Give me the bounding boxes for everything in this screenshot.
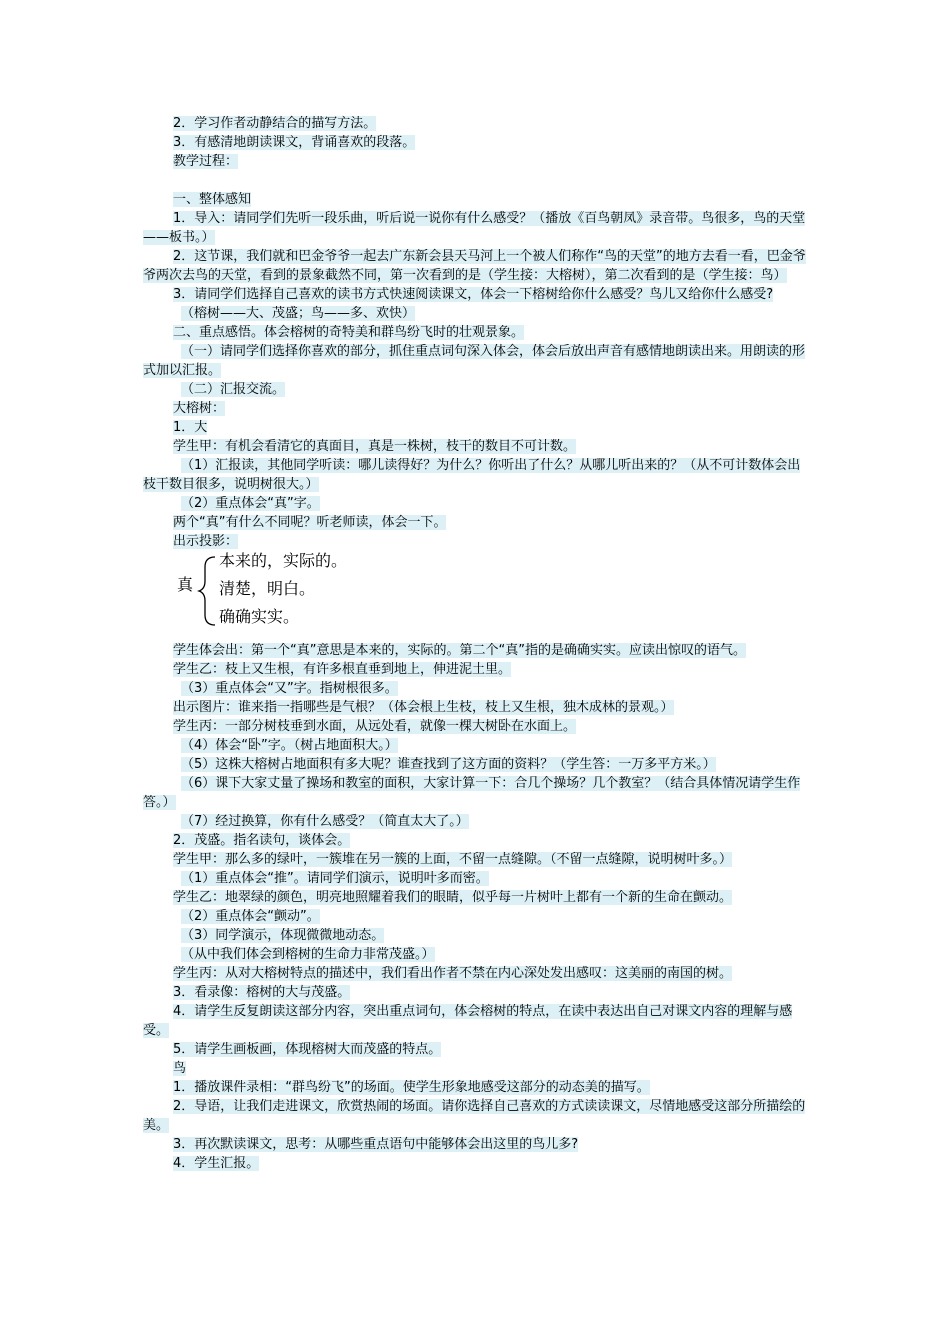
paragraph-text: （1）汇报读，其他同学听读：哪儿读得好？为什么？你听出了什么？从哪儿听出来的？（从不可计数体会出枝干数目很多，说明树很大。）	[143, 458, 801, 492]
paragraph	[143, 456, 811, 494]
paragraph	[143, 1040, 811, 1059]
paragraph	[143, 926, 811, 945]
paragraph-text: 学生乙：枝上又生根，有许多根直垂到地上，伸进泥土里。	[173, 662, 512, 677]
formula-line-3: 确确实实。	[219, 607, 300, 626]
paragraph-text: 3．再次默读课文，思考：从哪些重点语句中能够体会出这里的鸟儿多?	[173, 1137, 579, 1152]
paragraph	[143, 437, 811, 456]
paragraph	[143, 247, 811, 285]
paragraph-text: 1．导入：请同学们先听一段乐曲，听后说一说你有什么感受？（播放《百鸟朝凤》录音带。鸟很多，鸟的天堂——板书。）	[143, 211, 806, 245]
paragraph	[143, 888, 811, 907]
paragraph	[143, 1078, 811, 1097]
paragraph-text: （二）汇报交流。	[181, 382, 286, 397]
paragraph-text: （7）经过换算，你有什么感受？（简直太大了。）	[181, 814, 469, 829]
paragraph-text: 大榕树：	[173, 401, 226, 416]
paragraph-text: （3）重点体会“又”字。指树根很多。	[181, 681, 398, 696]
paragraph	[143, 812, 811, 831]
paragraph	[143, 774, 811, 812]
paragraph-text: 1．大	[173, 420, 208, 435]
paragraph-text: 2．学习作者动静结合的描写方法。	[173, 116, 377, 131]
paragraph-text: 学生丙：一部分树枝垂到水面，从远处看，就像一棵大树卧在水面上。	[173, 719, 577, 734]
paragraph-text: 两个“真”有什么不同呢？听老师读，体会一下。	[173, 515, 447, 530]
paragraph	[143, 983, 811, 1002]
paragraph-text: 教学过程：	[173, 154, 239, 169]
paragraph-text: （从中我们体会到榕树的生命力非常茂盛。）	[181, 947, 435, 962]
paragraph	[143, 717, 811, 736]
paragraph-text: （2）重点体会“真”字。	[181, 496, 320, 511]
paragraph-text: 2．茂盛。指名读句，谈体会。	[173, 833, 351, 848]
paragraphs-before	[143, 114, 811, 551]
paragraph	[143, 660, 811, 679]
paragraph	[143, 641, 811, 660]
paragraph	[143, 190, 811, 209]
paragraph	[143, 907, 811, 926]
paragraph-text: 学生乙：地翠绿的颜色，明亮地照耀着我们的眼睛，似乎每一片树叶上都有一个新的生命在颤动。	[173, 890, 733, 905]
paragraph-text: 3．看录像：榕树的大与茂盛。	[173, 985, 351, 1000]
paragraph-text: 一、整体感知	[173, 192, 252, 207]
paragraph	[143, 1135, 811, 1154]
paragraph-text: （一）请同学们选择你喜欢的部分，抓住重点词句深入体会，体会后放出声音有感情地朗读出来。用朗读的形式加以汇报。	[143, 344, 806, 378]
paragraph	[143, 850, 811, 869]
paragraph	[143, 964, 811, 983]
paragraph	[143, 418, 811, 437]
paragraph-text: 2．导语，让我们走进课文，欣赏热闹的场面。请你选择自己喜欢的方式读读课文，尽情地感受这部分所描绘的美。	[143, 1099, 806, 1133]
paragraph	[143, 323, 811, 342]
paragraph	[143, 513, 811, 532]
paragraph-text: 学生体会出：第一个“真”意思是本来的，实际的。第二个“真”指的是确确实实。应读出惊叹的语气。	[173, 643, 746, 658]
paragraph	[143, 342, 811, 380]
paragraph-text: （1）重点体会“推”。请同学们演示，说明叶多而密。	[181, 871, 489, 886]
paragraph-text: （6）课下大家丈量了操场和教室的面积，大家计算一下：合几个操场？几个教室？（结合具体情况请学生作答。）	[143, 776, 801, 810]
paragraph	[143, 1002, 811, 1040]
paragraph	[143, 736, 811, 755]
paragraph	[143, 399, 811, 418]
paragraph-text: 出示图片：谁来指一指哪些是气根？（体会根上生枝，枝上又生根，独木成林的景观。）	[173, 700, 674, 715]
paragraph-text: 3．请同学们选择自己喜欢的读书方式快速阅读课文，体会一下榕树给你什么感受？鸟儿又给你什么感受?	[173, 287, 774, 302]
paragraph-text: 学生甲：有机会看清它的真面目，真是一株树，枝干的数目不可计数。	[173, 439, 577, 454]
paragraph	[143, 679, 811, 698]
paragraph-text: 2．这节课，我们就和巴金爷爷一起去广东新会县天马河上一个被人们称作“鸟的天堂”的地方去看一看，巴金爷爷两次去鸟的天堂，看到的景象截然不同，第一次看到的是（学生接：大榕树），第二次看到的是（学生接：鸟）	[143, 249, 806, 283]
paragraph	[143, 285, 811, 304]
formula-line-1: 本来的，实际的。	[219, 551, 348, 570]
paragraph-text: 学生丙：从对大榕树特点的描述中，我们看出作者不禁在内心深处发出感叹：这美丽的南国的树。	[173, 966, 733, 981]
paragraph	[143, 494, 811, 513]
paragraph	[143, 831, 811, 850]
zhen-meaning-diagram	[143, 553, 811, 633]
paragraph	[143, 945, 811, 964]
curly-brace-icon	[197, 553, 219, 629]
document-body	[143, 114, 811, 1173]
paragraph	[143, 380, 811, 399]
paragraph-text: 二、重点感悟。体会榕树的奇特美和群鸟纷飞时的壮观景象。	[173, 325, 525, 340]
formula-line-2: 清楚，明白。	[219, 579, 316, 598]
paragraph	[143, 869, 811, 888]
paragraph	[143, 133, 811, 152]
paragraph-text: 1．播放课件录相：“群鸟纷飞”的场面。使学生形象地感受这部分的动态美的描写。	[173, 1080, 650, 1095]
paragraph-text: （榕树——大、茂盛；鸟——多、欢快）	[181, 306, 416, 321]
paragraph	[143, 1059, 811, 1078]
paragraph	[143, 152, 811, 171]
paragraph-text: 5．请学生画板画，体现榕树大而茂盛的特点。	[173, 1042, 442, 1057]
paragraph	[143, 755, 811, 774]
paragraph	[143, 209, 811, 247]
paragraph	[143, 114, 811, 133]
paragraphs-after	[143, 641, 811, 1173]
paragraph	[143, 171, 811, 190]
paragraph	[143, 1097, 811, 1135]
paragraph	[143, 532, 811, 551]
paragraph-text: 鸟	[173, 1061, 187, 1076]
paragraph	[143, 698, 811, 717]
paragraph-text: 3．有感清地朗读课文，背诵喜欢的段落。	[173, 135, 416, 150]
paragraph-text: 出示投影：	[173, 534, 239, 549]
paragraph-text: （5）这株大榕树占地面积有多大呢？谁查找到了这方面的资料？（学生答：一万多平方米。）	[181, 757, 716, 772]
paragraph	[143, 1154, 811, 1173]
formula-head: 真	[177, 575, 194, 594]
paragraph-text: （4）体会“卧”字。（树占地面积大。）	[181, 738, 398, 753]
paragraph-text: 4．学生汇报。	[173, 1156, 260, 1171]
paragraph-text: 4．请学生反复朗读这部分内容，突出重点词句，体会榕树的特点，在读中表达出自己对课文内容的理解与感受。	[143, 1004, 793, 1038]
paragraph-text: （2）重点体会“颤动”。	[181, 909, 320, 924]
paragraph-text: （3）同学演示，体现微微地动态。	[181, 928, 385, 943]
paragraph	[143, 304, 811, 323]
paragraph-text: 学生甲：那么多的绿叶，一簇堆在另一簇的上面，不留一点缝隙。（不留一点缝隙，说明树叶多。）	[173, 852, 733, 867]
